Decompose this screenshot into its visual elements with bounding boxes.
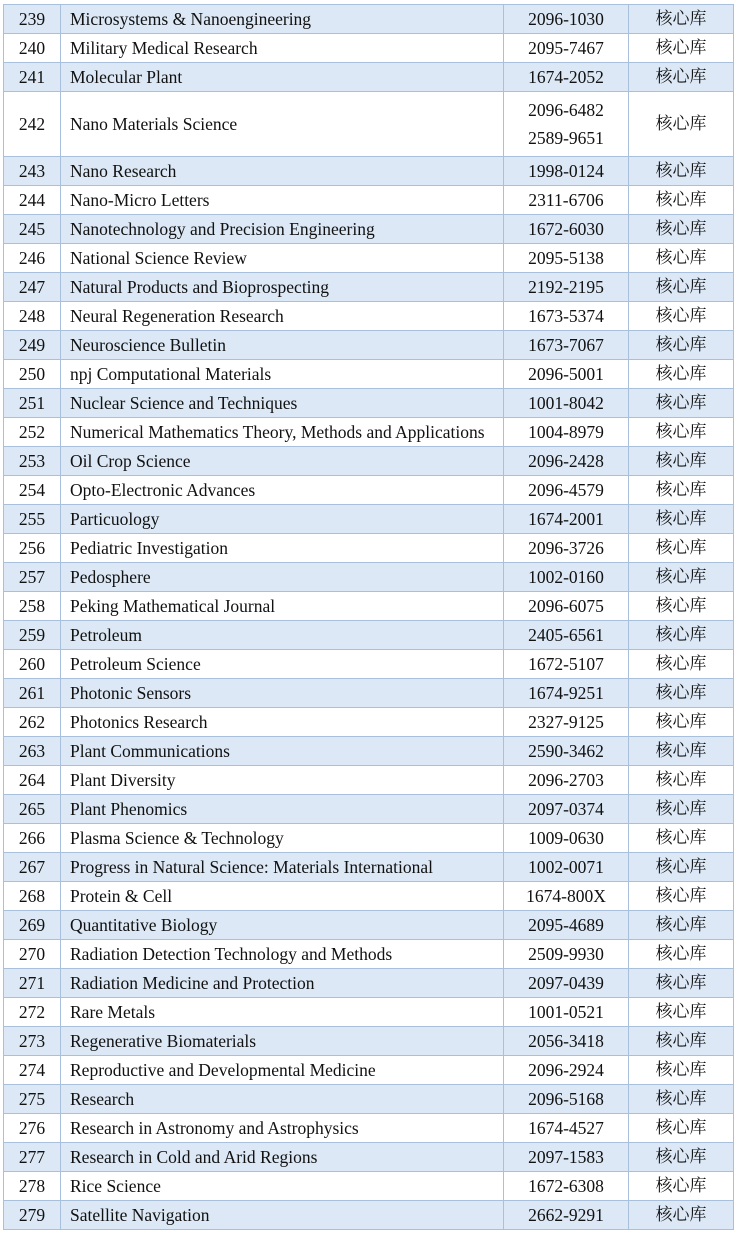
issn-cell <box>504 5 629 34</box>
table-row <box>4 244 734 273</box>
library-label: 核心库 <box>629 186 734 215</box>
issn-cell <box>504 1143 629 1172</box>
issn-number: 1672-6030 <box>528 219 604 239</box>
issn-number: 1002-0071 <box>528 857 604 877</box>
issn-number: 2662-9291 <box>528 1205 604 1225</box>
journal-name: Opto-Electronic Advances <box>61 476 504 505</box>
journal-name: Rare Metals <box>61 998 504 1027</box>
issn-cell <box>504 418 629 447</box>
library-label: 核心库 <box>629 940 734 969</box>
library-label: 核心库 <box>629 766 734 795</box>
library-label: 核心库 <box>629 853 734 882</box>
issn-number: 2096-6075 <box>528 596 604 616</box>
library-label: 核心库 <box>629 1114 734 1143</box>
row-number: 242 <box>4 92 61 157</box>
issn-cell <box>504 679 629 708</box>
journal-name: Research in Cold and Arid Regions <box>61 1143 504 1172</box>
issn-number: 2096-2924 <box>528 1060 604 1080</box>
journal-name: Research in Astronomy and Astrophysics <box>61 1114 504 1143</box>
row-number: 252 <box>4 418 61 447</box>
table-row <box>4 1143 734 1172</box>
journal-table-body <box>4 5 734 1230</box>
library-label: 核心库 <box>629 563 734 592</box>
issn-number: 2096-5001 <box>528 364 604 384</box>
table-row <box>4 360 734 389</box>
journal-name: Nano-Micro Letters <box>61 186 504 215</box>
issn-number: 2096-6482 <box>528 100 604 120</box>
row-number: 266 <box>4 824 61 853</box>
library-label: 核心库 <box>629 679 734 708</box>
issn-number: 2095-4689 <box>528 915 604 935</box>
issn-cell <box>504 650 629 679</box>
issn-cell <box>504 34 629 63</box>
issn-number: 1002-0160 <box>528 567 604 587</box>
issn-number: 2192-2195 <box>528 277 604 297</box>
library-label: 核心库 <box>629 534 734 563</box>
issn-number: 1672-5107 <box>528 654 604 674</box>
row-number: 255 <box>4 505 61 534</box>
table-row <box>4 186 734 215</box>
issn-number: 1673-5374 <box>528 306 604 326</box>
issn-number: 2097-0439 <box>528 973 604 993</box>
row-number: 241 <box>4 63 61 92</box>
issn-cell <box>504 92 629 157</box>
row-number: 273 <box>4 1027 61 1056</box>
issn-cell <box>504 563 629 592</box>
library-label: 核心库 <box>629 592 734 621</box>
row-number: 251 <box>4 389 61 418</box>
issn-cell <box>504 215 629 244</box>
table-row <box>4 766 734 795</box>
row-number: 272 <box>4 998 61 1027</box>
library-label: 核心库 <box>629 824 734 853</box>
row-number: 249 <box>4 331 61 360</box>
journal-name: Particuology <box>61 505 504 534</box>
row-number: 253 <box>4 447 61 476</box>
table-row <box>4 447 734 476</box>
journal-name: Molecular Plant <box>61 63 504 92</box>
journal-name: Reproductive and Developmental Medicine <box>61 1056 504 1085</box>
library-label: 核心库 <box>629 302 734 331</box>
row-number: 267 <box>4 853 61 882</box>
library-label: 核心库 <box>629 447 734 476</box>
table-row <box>4 737 734 766</box>
library-label: 核心库 <box>629 911 734 940</box>
row-number: 239 <box>4 5 61 34</box>
journal-name: Research <box>61 1085 504 1114</box>
issn-number: 2096-1030 <box>528 9 604 29</box>
issn-number: 2096-2703 <box>528 770 604 790</box>
issn-cell <box>504 302 629 331</box>
issn-cell <box>504 273 629 302</box>
table-row <box>4 1027 734 1056</box>
issn-number: 2589-9651 <box>528 128 604 148</box>
issn-cell <box>504 157 629 186</box>
issn-cell <box>504 244 629 273</box>
table-row <box>4 5 734 34</box>
issn-cell <box>504 389 629 418</box>
journal-name: Petroleum Science <box>61 650 504 679</box>
journal-name: Radiation Detection Technology and Methods <box>61 940 504 969</box>
issn-cell <box>504 911 629 940</box>
library-label: 核心库 <box>629 331 734 360</box>
journal-name: Plant Phenomics <box>61 795 504 824</box>
table-row <box>4 853 734 882</box>
library-label: 核心库 <box>629 34 734 63</box>
table-row <box>4 824 734 853</box>
library-label: 核心库 <box>629 476 734 505</box>
journal-name: Nano Materials Science <box>61 92 504 157</box>
issn-cell <box>504 1172 629 1201</box>
issn-number: 1674-2052 <box>528 67 604 87</box>
journal-name: Nano Research <box>61 157 504 186</box>
library-label: 核心库 <box>629 1027 734 1056</box>
library-label: 核心库 <box>629 882 734 911</box>
journal-name: Protein & Cell <box>61 882 504 911</box>
row-number: 248 <box>4 302 61 331</box>
issn-cell <box>504 824 629 853</box>
issn-cell <box>504 1027 629 1056</box>
issn-cell <box>504 853 629 882</box>
row-number: 258 <box>4 592 61 621</box>
journal-name: Pedosphere <box>61 563 504 592</box>
issn-number: 1674-4527 <box>528 1118 604 1138</box>
issn-number: 1001-0521 <box>528 1002 604 1022</box>
library-label: 核心库 <box>629 505 734 534</box>
table-row <box>4 534 734 563</box>
journal-name: Nanotechnology and Precision Engineering <box>61 215 504 244</box>
table-row <box>4 969 734 998</box>
library-label: 核心库 <box>629 998 734 1027</box>
issn-cell <box>504 534 629 563</box>
library-label: 核心库 <box>629 708 734 737</box>
journal-name: Regenerative Biomaterials <box>61 1027 504 1056</box>
row-number: 260 <box>4 650 61 679</box>
journal-name: Radiation Medicine and Protection <box>61 969 504 998</box>
issn-cell <box>504 998 629 1027</box>
table-row <box>4 273 734 302</box>
table-row <box>4 215 734 244</box>
issn-number: 1674-2001 <box>528 509 604 529</box>
library-label: 核心库 <box>629 1143 734 1172</box>
library-label: 核心库 <box>629 157 734 186</box>
row-number: 245 <box>4 215 61 244</box>
table-row <box>4 302 734 331</box>
journal-name: Plant Communications <box>61 737 504 766</box>
library-label: 核心库 <box>629 737 734 766</box>
row-number: 275 <box>4 1085 61 1114</box>
row-number: 240 <box>4 34 61 63</box>
issn-number: 2405-6561 <box>528 625 604 645</box>
row-number: 246 <box>4 244 61 273</box>
library-label: 核心库 <box>629 1172 734 1201</box>
journal-name: Photonic Sensors <box>61 679 504 708</box>
table-row <box>4 563 734 592</box>
issn-number: 1674-9251 <box>528 683 604 703</box>
library-label: 核心库 <box>629 63 734 92</box>
journal-name: Satellite Navigation <box>61 1201 504 1230</box>
table-row <box>4 476 734 505</box>
issn-cell <box>504 882 629 911</box>
table-row <box>4 708 734 737</box>
issn-cell <box>504 592 629 621</box>
library-label: 核心库 <box>629 244 734 273</box>
journal-name: Rice Science <box>61 1172 504 1201</box>
row-number: 268 <box>4 882 61 911</box>
library-label: 核心库 <box>629 1201 734 1230</box>
table-row <box>4 621 734 650</box>
issn-number: 1998-0124 <box>528 161 604 181</box>
library-label: 核心库 <box>629 969 734 998</box>
row-number: 270 <box>4 940 61 969</box>
table-row <box>4 1172 734 1201</box>
row-number: 243 <box>4 157 61 186</box>
row-number: 276 <box>4 1114 61 1143</box>
issn-number: 1001-8042 <box>528 393 604 413</box>
row-number: 277 <box>4 1143 61 1172</box>
row-number: 261 <box>4 679 61 708</box>
row-number: 262 <box>4 708 61 737</box>
row-number: 244 <box>4 186 61 215</box>
row-number: 274 <box>4 1056 61 1085</box>
library-label: 核心库 <box>629 92 734 157</box>
journal-name: Numerical Mathematics Theory, Methods and Applications <box>61 418 504 447</box>
row-number: 254 <box>4 476 61 505</box>
library-label: 核心库 <box>629 273 734 302</box>
journal-name: Oil Crop Science <box>61 447 504 476</box>
issn-number: 1673-7067 <box>528 335 604 355</box>
table-row <box>4 34 734 63</box>
journal-name: Military Medical Research <box>61 34 504 63</box>
row-number: 259 <box>4 621 61 650</box>
row-number: 256 <box>4 534 61 563</box>
row-number: 247 <box>4 273 61 302</box>
library-label: 核心库 <box>629 215 734 244</box>
table-row <box>4 1085 734 1114</box>
table-row <box>4 998 734 1027</box>
table-row <box>4 882 734 911</box>
issn-cell <box>504 505 629 534</box>
library-label: 核心库 <box>629 360 734 389</box>
row-number: 279 <box>4 1201 61 1230</box>
journal-name: Peking Mathematical Journal <box>61 592 504 621</box>
journal-name: Petroleum <box>61 621 504 650</box>
issn-number: 2096-2428 <box>528 451 604 471</box>
issn-number: 2509-9930 <box>528 944 604 964</box>
issn-cell <box>504 940 629 969</box>
issn-cell <box>504 766 629 795</box>
issn-cell <box>504 63 629 92</box>
issn-number: 2096-5168 <box>528 1089 604 1109</box>
row-number: 271 <box>4 969 61 998</box>
library-label: 核心库 <box>629 621 734 650</box>
table-row <box>4 940 734 969</box>
journal-name: npj Computational Materials <box>61 360 504 389</box>
library-label: 核心库 <box>629 1085 734 1114</box>
issn-cell <box>504 1056 629 1085</box>
issn-number: 2097-0374 <box>528 799 604 819</box>
row-number: 257 <box>4 563 61 592</box>
table-row <box>4 1201 734 1230</box>
journal-name: National Science Review <box>61 244 504 273</box>
issn-cell <box>504 1201 629 1230</box>
library-label: 核心库 <box>629 389 734 418</box>
table-row <box>4 389 734 418</box>
issn-number: 1674-800X <box>526 886 606 906</box>
issn-cell <box>504 476 629 505</box>
issn-number: 2095-5138 <box>528 248 604 268</box>
row-number: 265 <box>4 795 61 824</box>
issn-cell <box>504 447 629 476</box>
journal-name: Nuclear Science and Techniques <box>61 389 504 418</box>
table-row <box>4 679 734 708</box>
row-number: 269 <box>4 911 61 940</box>
issn-number: 2096-4579 <box>528 480 604 500</box>
row-number: 264 <box>4 766 61 795</box>
issn-cell <box>504 737 629 766</box>
row-number: 250 <box>4 360 61 389</box>
issn-number: 2590-3462 <box>528 741 604 761</box>
journal-name: Progress in Natural Science: Materials International <box>61 853 504 882</box>
journal-name: Natural Products and Bioprospecting <box>61 273 504 302</box>
table-row <box>4 650 734 679</box>
table-row <box>4 1056 734 1085</box>
table-row <box>4 911 734 940</box>
issn-number: 2327-9125 <box>528 712 604 732</box>
journal-name: Photonics Research <box>61 708 504 737</box>
library-label: 核心库 <box>629 650 734 679</box>
issn-number: 1672-6308 <box>528 1176 604 1196</box>
library-label: 核心库 <box>629 795 734 824</box>
library-label: 核心库 <box>629 1056 734 1085</box>
issn-cell <box>504 621 629 650</box>
issn-cell <box>504 1085 629 1114</box>
table-row <box>4 505 734 534</box>
table-row <box>4 92 734 157</box>
row-number: 278 <box>4 1172 61 1201</box>
issn-cell <box>504 186 629 215</box>
table-row <box>4 795 734 824</box>
journal-name: Neuroscience Bulletin <box>61 331 504 360</box>
issn-cell <box>504 1114 629 1143</box>
issn-number: 2096-3726 <box>528 538 604 558</box>
issn-cell <box>504 360 629 389</box>
issn-number: 2056-3418 <box>528 1031 604 1051</box>
journal-name: Pediatric Investigation <box>61 534 504 563</box>
issn-number: 1009-0630 <box>528 828 604 848</box>
table-row <box>4 592 734 621</box>
issn-number: 2097-1583 <box>528 1147 604 1167</box>
library-label: 核心库 <box>629 5 734 34</box>
journal-name: Neural Regeneration Research <box>61 302 504 331</box>
issn-cell <box>504 969 629 998</box>
issn-number: 2311-6706 <box>528 190 604 210</box>
table-row <box>4 1114 734 1143</box>
table-row <box>4 157 734 186</box>
issn-cell <box>504 331 629 360</box>
table-row <box>4 418 734 447</box>
journal-name: Quantitative Biology <box>61 911 504 940</box>
journal-table <box>3 4 734 1230</box>
journal-name: Microsystems & Nanoengineering <box>61 5 504 34</box>
issn-number: 2095-7467 <box>528 38 604 58</box>
journal-name: Plasma Science & Technology <box>61 824 504 853</box>
issn-cell <box>504 708 629 737</box>
issn-cell <box>504 795 629 824</box>
issn-number: 1004-8979 <box>528 422 604 442</box>
row-number: 263 <box>4 737 61 766</box>
table-row <box>4 331 734 360</box>
library-label: 核心库 <box>629 418 734 447</box>
journal-name: Plant Diversity <box>61 766 504 795</box>
table-row <box>4 63 734 92</box>
